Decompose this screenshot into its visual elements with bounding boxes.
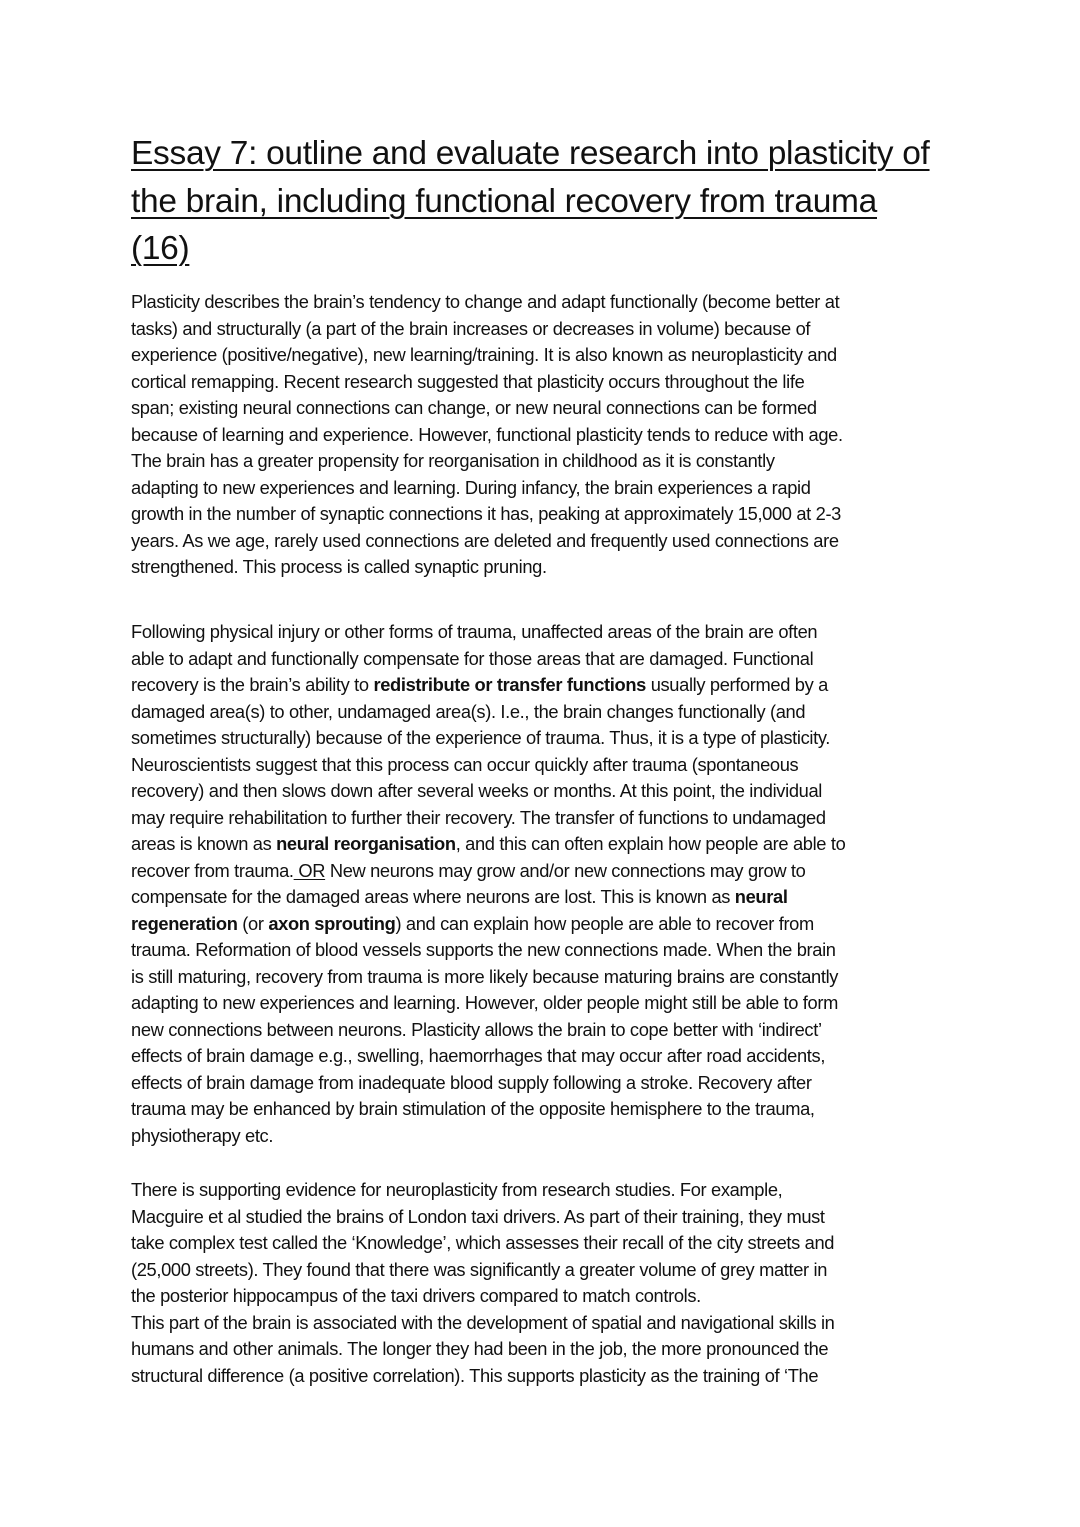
text-line: humans and other animals. The longer they had been in the job, the more pronounced the: [131, 1338, 829, 1359]
text-line: compensate for the damaged areas where neurons are lost. This is known as neural: [131, 886, 788, 907]
title-line: the brain, including functional recovery from trauma: [131, 182, 877, 220]
text-line: damaged area(s) to other, undamaged area(s). I.e., the brain changes functionally (and: [131, 700, 806, 722]
essay-title: [131, 130, 961, 273]
bold-term: redistribute or transfer functions: [373, 674, 646, 695]
bold-term: neural: [734, 886, 788, 907]
text-line: sometimes structurally) because of the experience of trauma. Thus, it is a type of plasticity.: [131, 727, 831, 748]
bold-term: regeneration: [131, 912, 238, 934]
text-line: new connections between neurons. Plasticity allows the brain to cope better with ‘indirect’: [131, 1018, 822, 1040]
text-line: experience (positive/negative), new learning/training. It is also known as neuroplasticity and: [131, 344, 837, 365]
text-line: physiotherapy etc.: [131, 1124, 274, 1146]
bold-term: neural reorganisation: [276, 833, 456, 854]
text-line: (25,000 streets). They found that there was significantly a greater volume of grey matter in: [131, 1258, 828, 1280]
text-line: able to adapt and functionally compensate for those areas that are damaged. Functional: [131, 647, 814, 669]
text-line: This part of the brain is associated with the development of spatial and navigational skills in: [131, 1311, 835, 1333]
text-line: may require rehabilitation to further their recovery. The transfer of functions to undamaged: [131, 806, 826, 828]
text-line: recovery) and then slows down after several weeks or months. At this point, the individual: [131, 780, 822, 801]
text-line: recover from trauma. OR New neurons may grow and/or new connections may grow to: [131, 859, 806, 881]
text-line: strengthened. This process is called synaptic pruning.: [131, 556, 547, 577]
text-line: is still maturing, recovery from trauma is more likely because maturing brains are constantly: [131, 965, 839, 987]
title-line: (16): [131, 230, 190, 267]
text-line: There is supporting evidence for neuroplasticity from research studies. For example,: [131, 1179, 783, 1200]
paragraph-functional-recovery: [131, 619, 961, 1149]
paragraph-supporting-evidence: [131, 1177, 961, 1389]
text-line: effects of brain damage from inadequate blood supply following a stroke. Recovery after: [131, 1071, 812, 1093]
text-line: the posterior hippocampus of the taxi drivers compared to match controls.: [131, 1285, 701, 1306]
text-line: effects of brain damage e.g., swelling, haemorrhages that may occur after road accidents,: [131, 1045, 826, 1066]
text-line: recovery is the brain’s ability to redistribute or transfer functions usually performed by a: [131, 674, 828, 695]
text-line: Macguire et al studied the brains of London taxi drivers. As part of their training, they must: [131, 1205, 825, 1227]
text-line: because of learning and experience. However, functional plasticity tends to reduce with age.: [131, 423, 843, 445]
text-line: take complex test called the ‘Knowledge’, which assesses their recall of the city streets and: [131, 1232, 835, 1253]
text-line: Neuroscientists suggest that this process can occur quickly after trauma (spontaneous: [131, 753, 799, 775]
underlined-or: OR: [293, 859, 326, 881]
text-line: adapting to new experiences and learning. However, older people might still be able to form: [131, 992, 838, 1013]
bold-term: axon sprouting: [268, 912, 396, 934]
text-line: Plasticity describes the brain’s tendency to change and adapt functionally (become better at: [131, 291, 840, 312]
text-line: tasks) and structurally (a part of the brain increases or decreases in volume) because of: [131, 317, 811, 339]
text-line: The brain has a greater propensity for reorganisation in childhood as it is constantly: [131, 450, 775, 471]
text-line: areas is known as neural reorganisation, and this can often explain how people are able to: [131, 833, 846, 854]
text-line: regeneration (or axon sprouting) and can explain how people are able to recover from: [131, 912, 814, 934]
text-line: trauma may be enhanced by brain stimulation of the opposite hemisphere to the trauma,: [131, 1098, 815, 1119]
text-line: years. As we age, rarely used connections are deleted and frequently used connections are: [131, 529, 839, 551]
text-line: growth in the number of synaptic connections it has, peaking at approximately 15,000 at 2-3: [131, 503, 841, 524]
text-line: span; existing neural connections can change, or new neural connections can be formed: [131, 397, 817, 418]
text-line: Following physical injury or other forms of trauma, unaffected areas of the brain are often: [131, 621, 818, 642]
text-line: structural difference (a positive correlation). This supports plasticity as the training of ‘The: [131, 1364, 819, 1386]
text-line: adapting to new experiences and learning. During infancy, the brain experiences a rapid: [131, 476, 811, 498]
text-line: cortical remapping. Recent research suggested that plasticity occurs throughout the life: [131, 370, 805, 392]
title-line: Essay 7: outline and evaluate research into plasticity of: [131, 135, 930, 172]
text-line: trauma. Reformation of blood vessels supports the new connections made. When the brain: [131, 939, 836, 960]
paragraph-plasticity-definition: [131, 289, 961, 581]
